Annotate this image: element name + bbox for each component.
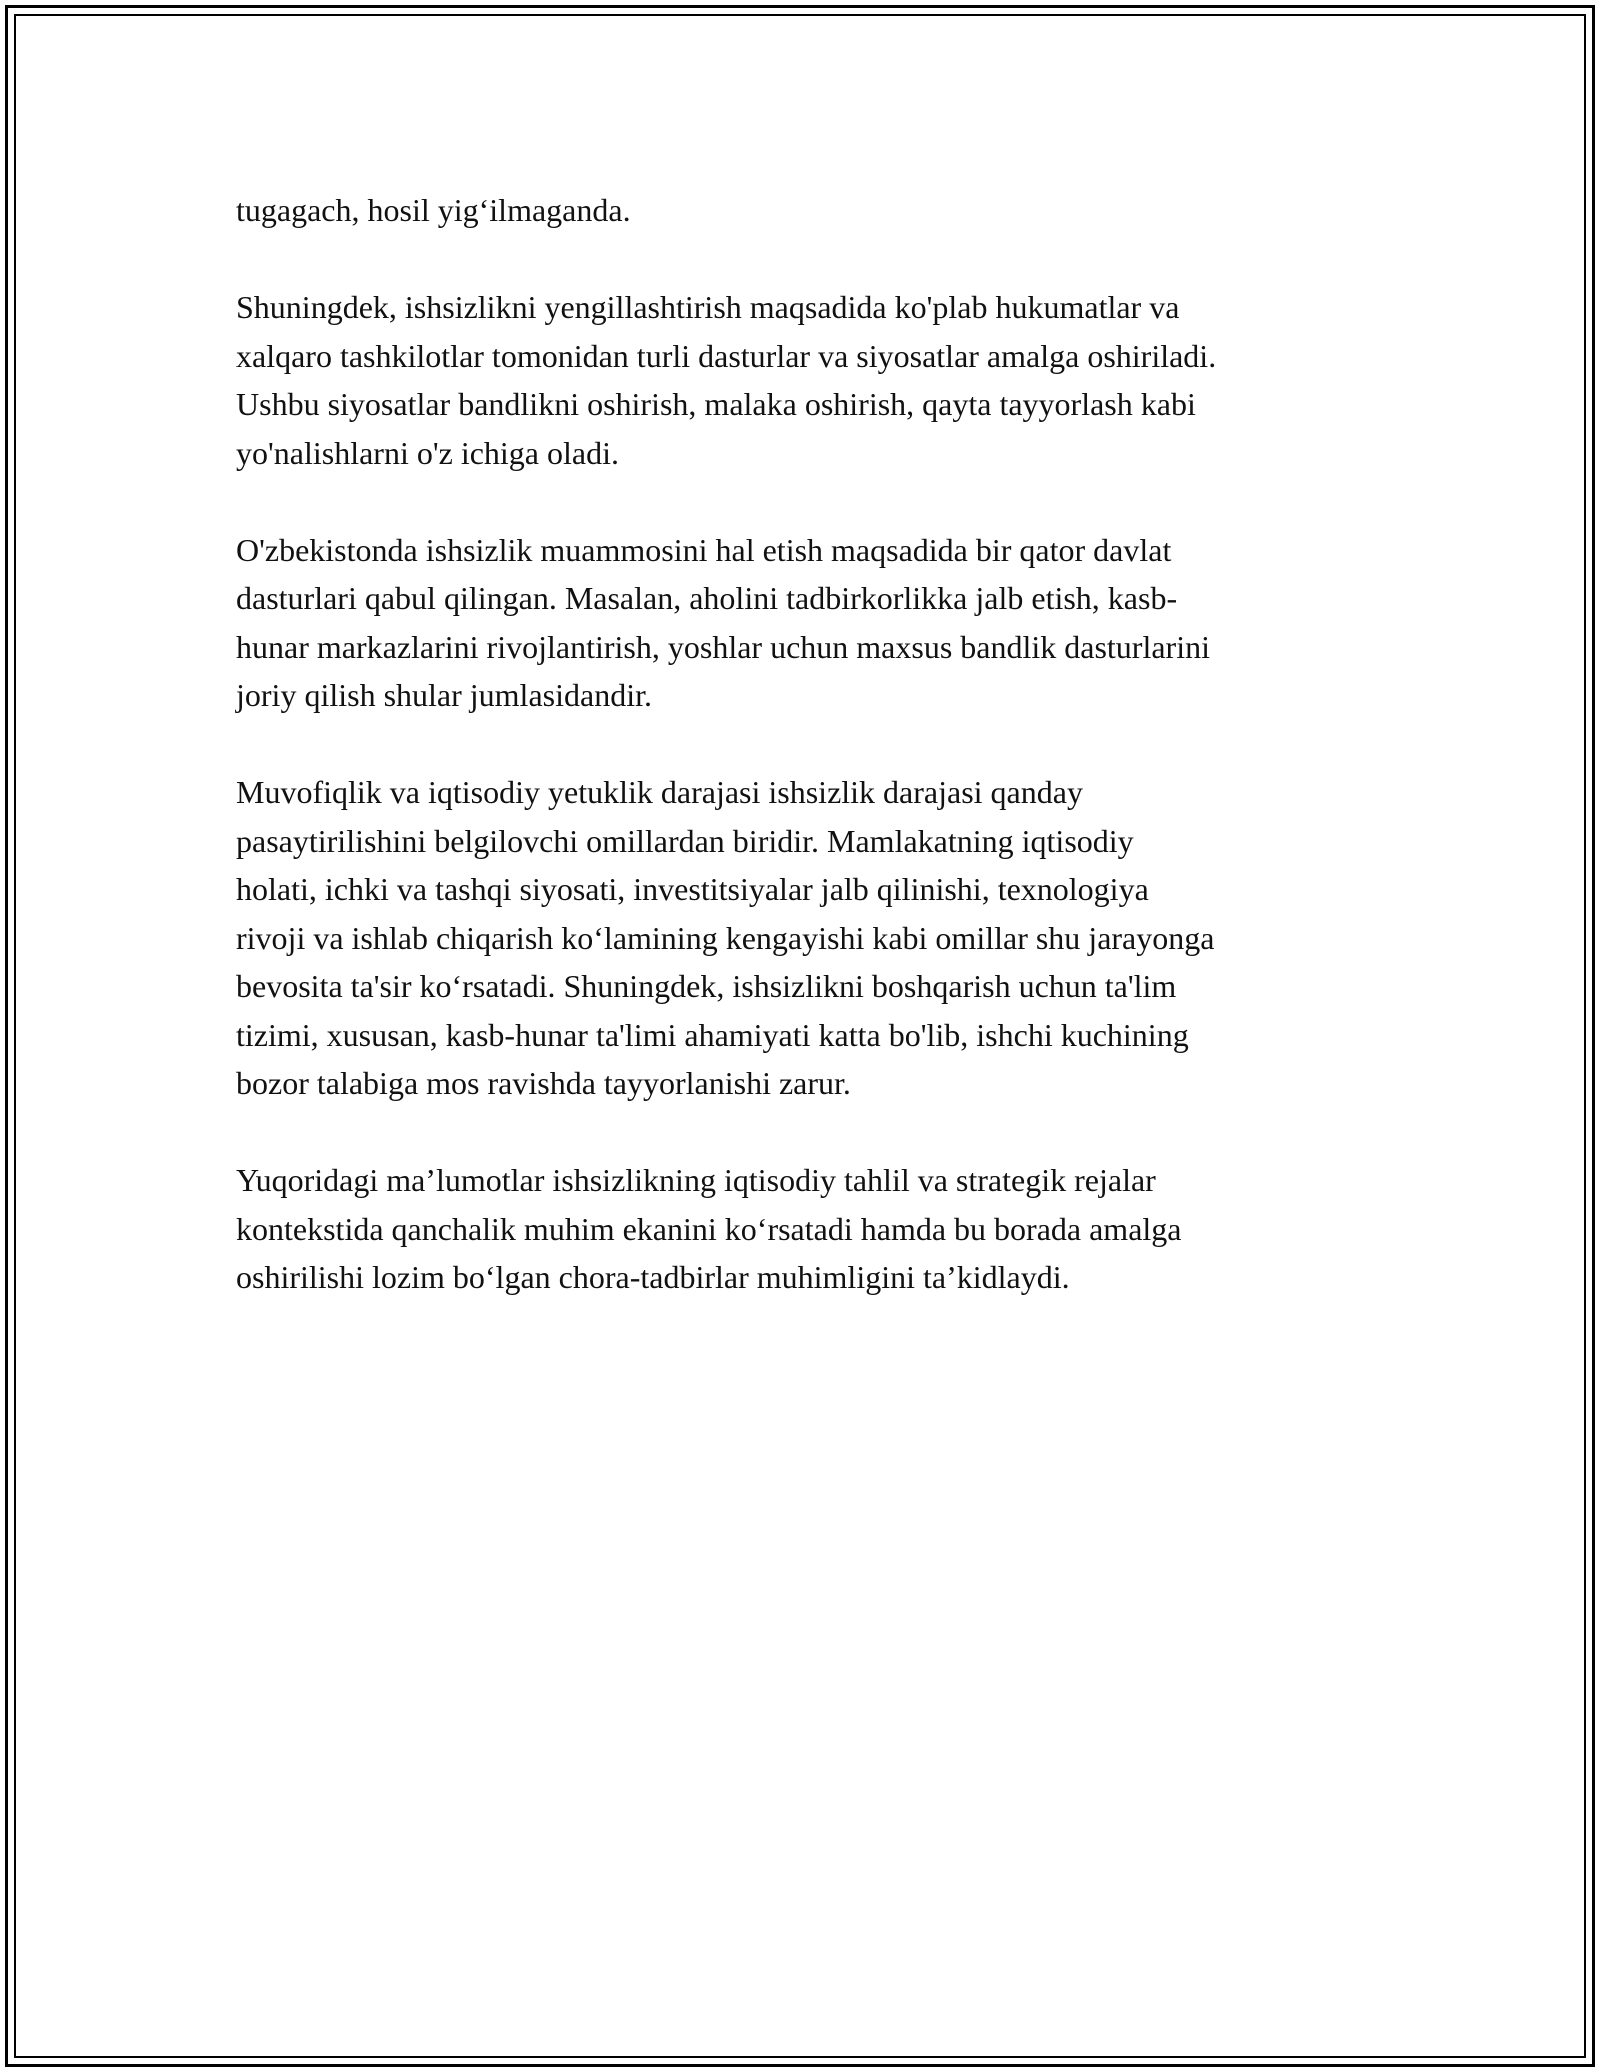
- paragraph-continuation: tugagach, hosil yig‘ilmaganda.: [236, 192, 631, 228]
- paragraph-uzbekistan-programs: O'zbekistonda ishsizlik muammosini hal etish maqsadida bir qator davlat dasturlari qabul qilingan. Masalan, aholini tadbirkorlikka jalb etish, kasb- hunar markazlarini rivojlantirish, yoshlar uchun maxsus bandlik dasturlarini joriy qilish shular jumlasidandir.: [236, 531, 1210, 713]
- paragraph-conclusion: Yuqoridagi ma’lumotlar ishsizlikning iqtisodiy tahlil va strategik rejalar kontekstida qanchalik muhim ekanini ko‘rsatadi hamda bu borada amalga oshirilishi lozim bo‘lgan chora-tadbirlar muhimligini ta’kidlaydi.: [236, 1162, 1182, 1295]
- paragraph-government-programs: Shuningdek, ishsizlikni yengillashtirish maqsadida ko'plab hukumatlar va xalqaro tashkilotlar tomonidan turli dasturlar va siyosatlar amalga oshiriladi. Ushbu siyosatlar bandlikni oshirish, malaka oshirish, qayta tayyorlash kabi yo'nalishlarni o'z ichiga oladi.: [236, 289, 1217, 471]
- document-body: [236, 186, 1366, 1350]
- paragraph-economic-factors: Muvofiqlik va iqtisodiy yetuklik darajasi ishsizlik darajasi qanday pasaytirilishini belgilovchi omillardan biridir. Mamlakatning iqtisodiy holati, ichki va tashqi siyosati, investitsiyalar jalb qilinishi, texnologiya rivoji va ishlab chiqarish ko‘lamining kengayishi kabi omillar shu jarayonga bevosita ta'sir ko‘rsatadi. Shuningdek, ishsizlikni boshqarish uchun ta'lim tizimi, xususan, kasb-hunar ta'limi ahamiyati katta bo'lib, ishchi kuchining bozor talabiga mos ravishda tayyorlanishi zarur.: [236, 774, 1215, 1101]
